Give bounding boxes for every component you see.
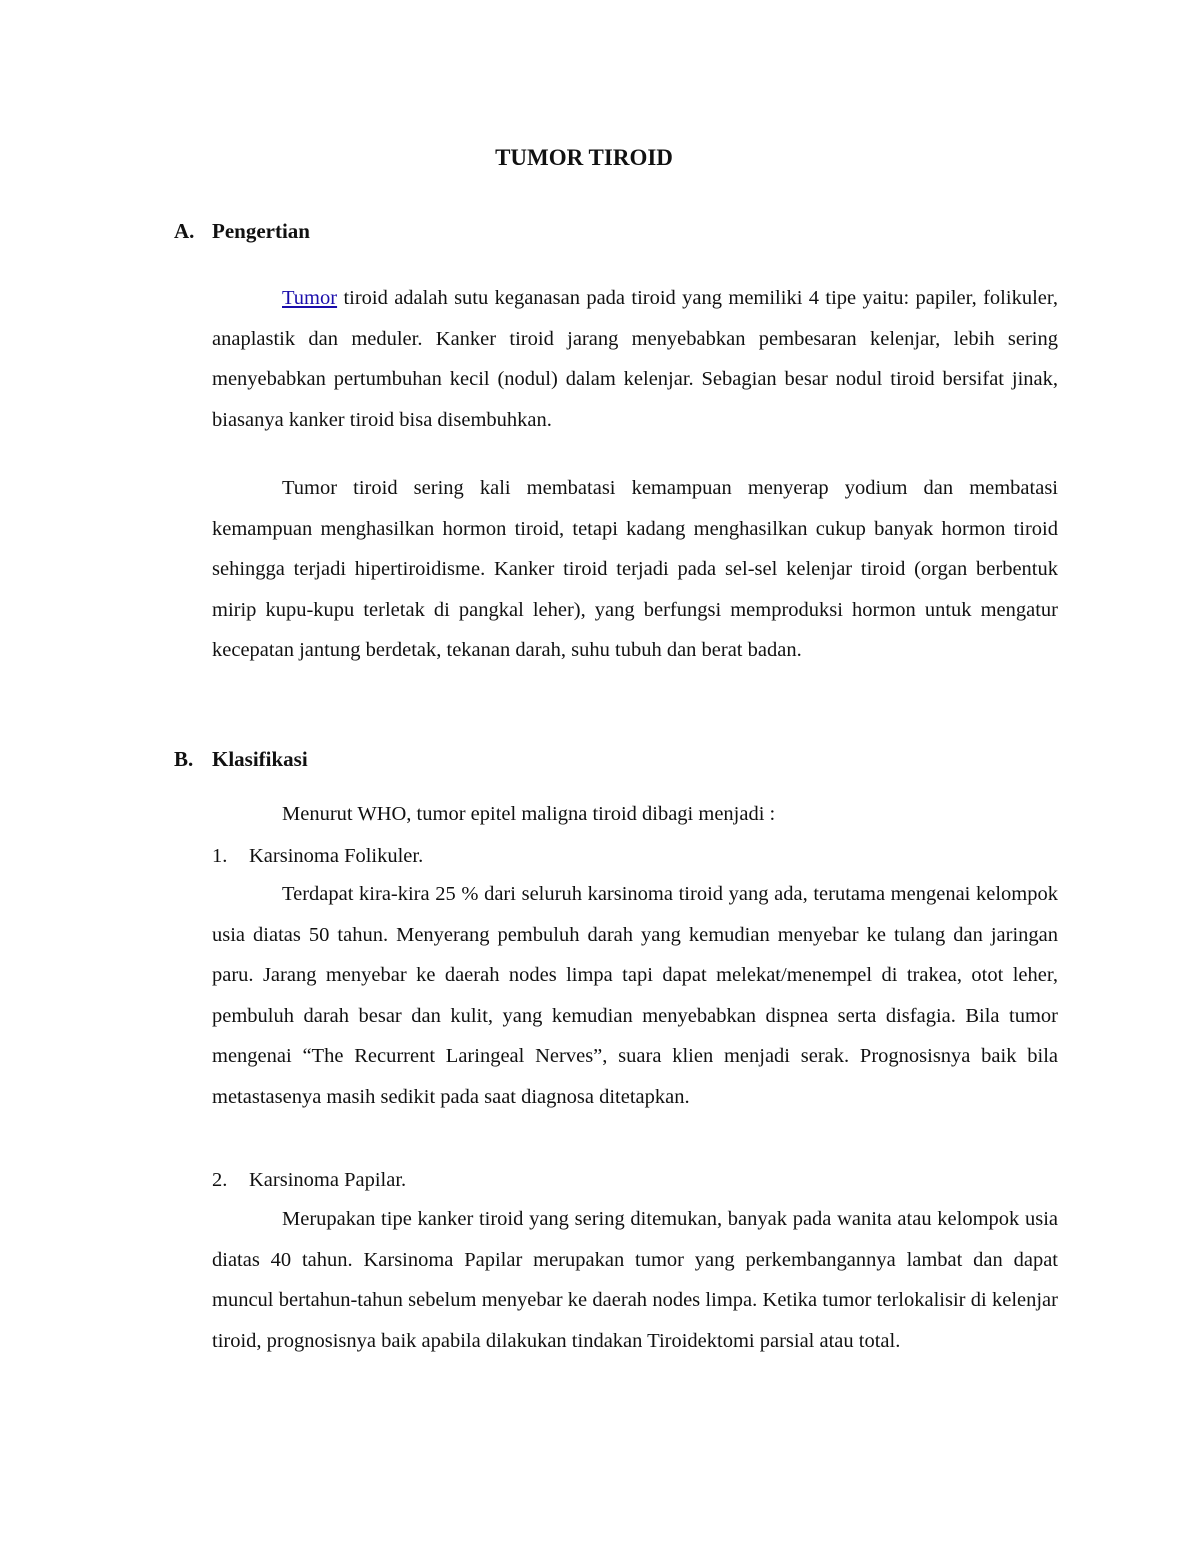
- list-item-1-title: Karsinoma Folikuler.: [249, 845, 424, 867]
- section-b-letter: B.: [174, 747, 194, 771]
- list-item-1-paragraph: [212, 874, 1058, 1118]
- section-b-heading: [174, 743, 308, 775]
- list-item-2-title: Karsinoma Papilar.: [249, 1169, 407, 1191]
- section-b-title: Klasifikasi: [212, 747, 308, 771]
- document-title: TUMOR TIROID: [495, 145, 673, 170]
- section-a-paragraph-1-text: tiroid adalah sutu keganasan pada tiroid yang memiliki 4 tipe yaitu: papiler, folikuler, anaplastik dan meduler. Kanker tiroid jarang menyebabkan pembesaran kelenjar, lebih sering menyebabkan pertumbuhan kecil (nodul) dalam kelenjar. Sebagian besar nodul tiroid bersifat jinak, biasanya kanker tiroid bisa disembuhkan.: [212, 287, 1058, 431]
- list-item-1-number: 1.: [212, 845, 228, 867]
- list-item-2-heading: [212, 1164, 406, 1196]
- section-a-heading: [174, 215, 310, 247]
- list-item-1-text: Terdapat kira-kira 25 % dari seluruh karsinoma tiroid yang ada, terutama mengenai kelompok usia diatas 50 tahun. Menyerang pembuluh darah yang kemudian menyebar ke tulang dan jaringan paru. Jarang menyebar ke daerah nodes limpa tapi dapat melekat/menempel di trakea, otot leher, pembuluh darah besar dan kulit, yang kemudian menyebabkan dispnea serta disfagia. Bila tumor mengenai “The Recurrent Laringeal Nerves”, suara klien menjadi serak. Prognosisnya baik bila metastasenya masih sedikit pada saat diagnosa ditetapkan.: [212, 883, 1058, 1108]
- list-item-2-text: Merupakan tipe kanker tiroid yang sering ditemukan, banyak pada wanita atau kelompok usia diatas 40 tahun. Karsinoma Papilar merupakan tumor yang perkembangannya lambat dan dapat muncul bertahun-tahun sebelum menyebar ke daerah nodes limpa. Ketika tumor terlokalisir di kelenjar tiroid, prognosisnya baik apabila dilakukan tindakan Tiroidektomi parsial atau total.: [212, 1208, 1058, 1352]
- list-item-2-paragraph: [212, 1199, 1058, 1361]
- section-a-paragraph-2: [212, 468, 1058, 671]
- section-a-paragraph-1: [212, 278, 1058, 440]
- list-item-1-heading: [212, 840, 423, 872]
- section-a-letter: A.: [174, 219, 195, 243]
- section-b-intro-text: Menurut WHO, tumor epitel maligna tiroid dibagi menjadi :: [282, 803, 776, 825]
- section-b-intro: [212, 794, 1058, 835]
- list-item-2-number: 2.: [212, 1169, 228, 1191]
- tumor-link[interactable]: Tumor: [282, 287, 338, 309]
- section-a-paragraph-2-text: Tumor tiroid sering kali membatasi kemampuan menyerap yodium dan membatasi kemampuan menghasilkan hormon tiroid, tetapi kadang menghasilkan cukup banyak hormon tiroid sehingga terjadi hipertiroidisme. Kanker tiroid terjadi pada sel-sel kelenjar tiroid (organ berbentuk mirip kupu-kupu terletak di pangkal leher), yang berfungsi memproduksi hormon untuk mengatur kecepatan jantung berdetak, tekanan darah, suhu tubuh dan berat badan.: [212, 477, 1058, 662]
- section-a-title: Pengertian: [212, 219, 310, 243]
